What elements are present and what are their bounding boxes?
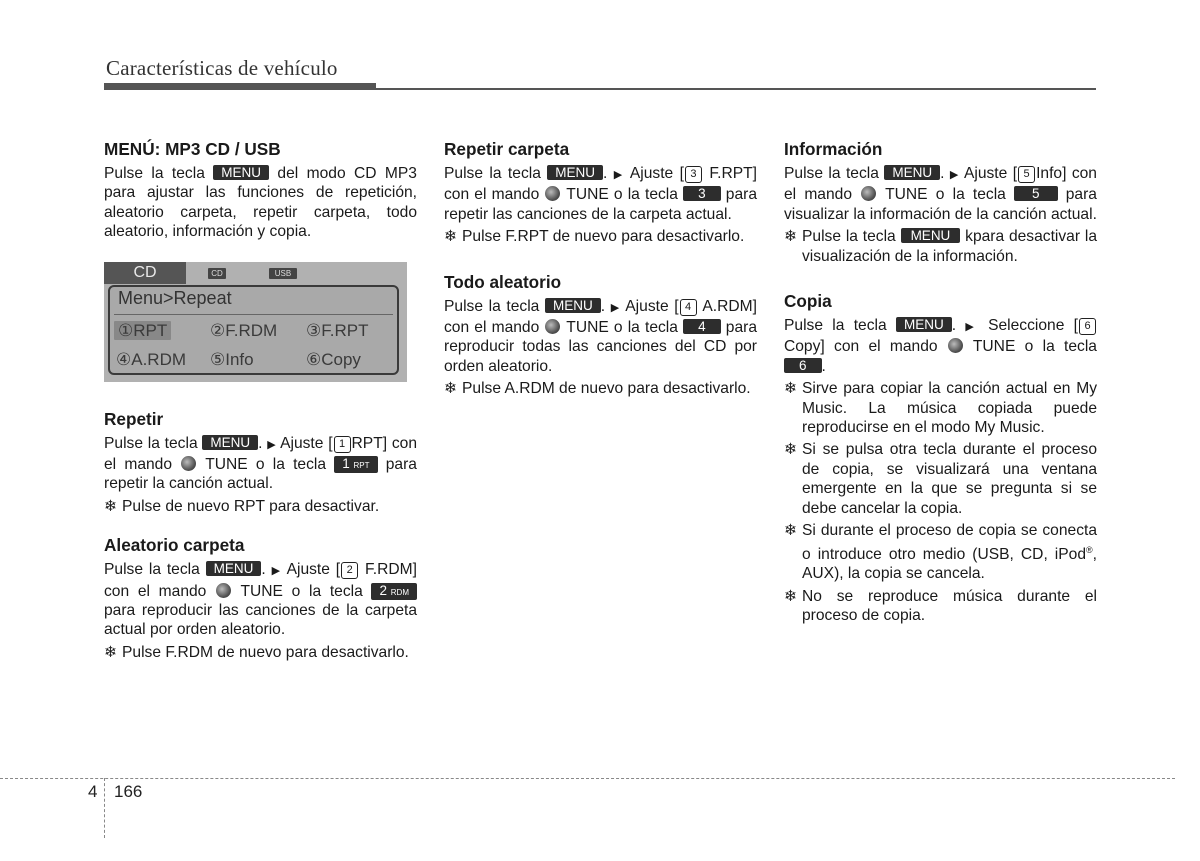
text: Info] [1036, 165, 1067, 182]
lcd-option-frpt: ③F.RPT [306, 320, 369, 340]
number-6-icon: 6 [1079, 318, 1096, 335]
lcd-menu-path: Menu>Repeat [118, 287, 232, 308]
text: con el mando [104, 434, 418, 474]
text: F.RDM] con el mando [104, 561, 417, 600]
tune-knob-icon [216, 583, 231, 598]
key-2-rdm: 2 RDM [371, 583, 417, 600]
menu-key: MENU [202, 435, 258, 450]
menu-key: MENU [901, 228, 961, 243]
note-text: Pulse de nuevo RPT para desactivar. [122, 497, 380, 515]
text: A.RDM] con el mando [444, 297, 757, 337]
note-mark-icon: ❄ [784, 441, 798, 459]
note-mark-icon: ❄ [784, 380, 798, 398]
arrow-icon: ▶ [271, 565, 282, 578]
note [784, 379, 1097, 437]
tune-knob-icon [861, 186, 876, 201]
menu-key: MENU [884, 165, 940, 180]
note [784, 521, 1097, 583]
section-heading: MENÚ: MP3 CD / USB [104, 139, 281, 159]
lcd-option-info: ⑤Info [210, 349, 254, 369]
lcd-badge-cd: CD [208, 268, 226, 279]
section-informacion [784, 138, 1097, 266]
section-repetir [104, 408, 417, 517]
note-mark-icon: ❄ [784, 228, 798, 246]
text: Ajuste [ [286, 561, 341, 579]
text: Pulse la tecla [104, 434, 198, 452]
note [444, 227, 757, 246]
section-repetir-carpeta [444, 138, 757, 247]
note-mark-icon: ❄ [104, 643, 118, 661]
paragraph [444, 297, 757, 377]
text: Seleccione [ [988, 317, 1078, 335]
column-3 [784, 138, 1097, 643]
text: . [940, 165, 945, 182]
text: Ajuste [ [963, 165, 1018, 182]
text: Ajuste [ [629, 165, 684, 182]
lcd-option-copy: ⑥Copy [306, 349, 361, 369]
text: F.RPT] con el mando [444, 165, 757, 204]
note-mark-icon: ❄ [444, 380, 458, 398]
note-mark-icon: ❄ [104, 497, 118, 515]
note-text: Pulse A.RDM de nuevo para desactivarlo. [462, 380, 751, 398]
note-mark-icon: ❄ [784, 522, 798, 540]
text: todas las canciones del CD por orden aleatorio. [444, 338, 757, 375]
key-1-rpt: 1 RPT [334, 456, 377, 473]
page-number: 166 [114, 782, 143, 801]
text: para reproducir [104, 602, 213, 620]
lcd-divider [114, 314, 393, 315]
arrow-icon: ▶ [949, 169, 960, 181]
text: . [258, 434, 263, 452]
arrow-icon: ▶ [267, 438, 277, 451]
note-text: No se reproduce música durante el proceso de copia. [802, 587, 1097, 624]
text: TUNE o la tecla [240, 582, 363, 600]
note [104, 643, 417, 662]
note-text: Pulse F.RDM de nuevo para desactivarlo. [122, 643, 409, 661]
key-6: 6 [784, 358, 822, 373]
text: Pulse la tecla [104, 561, 200, 579]
menu-key: MENU [213, 165, 269, 180]
header-rule [104, 88, 1096, 90]
menu-key: MENU [206, 561, 262, 576]
text: . [600, 297, 606, 315]
text: TUNE o la tecla [972, 338, 1097, 356]
number-1-icon: 1 [334, 436, 351, 453]
menu-key: MENU [896, 317, 952, 332]
key-5: 5 [1014, 186, 1058, 201]
text: con el mando [784, 165, 1097, 204]
column-1 [104, 138, 417, 680]
key-4: 4 [683, 319, 721, 334]
footer-dashed-divider [104, 778, 105, 838]
note [784, 587, 1097, 626]
column-2 [444, 138, 757, 417]
section-heading: Copia [784, 291, 832, 312]
note [784, 227, 1097, 266]
text: Copy] con el mando [784, 338, 938, 356]
note-mark-icon: ❄ [784, 587, 798, 605]
tune-knob-icon [948, 338, 963, 353]
menu-key: MENU [545, 298, 601, 313]
text: las canciones de la carpeta actual por orden aleatorio. [104, 602, 417, 639]
note-text: Pulse la tecla MENU kpara desactivar la visualización de la información. [802, 228, 1097, 265]
arrow-icon: ▶ [610, 301, 621, 314]
note-mark-icon: ❄ [444, 228, 458, 246]
arrow-icon: ▶ [965, 321, 979, 334]
tune-knob-icon [545, 319, 560, 334]
lcd-option-rpt: ①RPT [114, 321, 171, 340]
tune-knob-icon [181, 456, 196, 471]
text: para repetir la canción actual. [104, 456, 417, 493]
section-heading: Información [784, 139, 883, 159]
text: . [821, 357, 826, 375]
note [784, 440, 1097, 518]
lcd-screen [108, 285, 399, 375]
lcd-tab-cd: CD [104, 262, 186, 284]
lcd-display-illustration [104, 262, 407, 382]
text: . [603, 165, 608, 182]
text: canciones de la carpeta actual. [516, 205, 732, 223]
text: Pulse la tecla [444, 297, 540, 315]
lcd-badge-usb: USB [269, 268, 297, 279]
section-todo-aleatorio [444, 271, 757, 399]
number-5-icon: 5 [1018, 166, 1035, 183]
section-copia [784, 290, 1097, 625]
paragraph [784, 316, 1097, 376]
paragraph [104, 164, 417, 242]
text: . [951, 317, 957, 335]
paragraph [784, 164, 1097, 224]
note [104, 497, 417, 516]
page-header-title: Características de vehículo [106, 56, 338, 80]
section-aleatorio-carpeta [104, 534, 417, 662]
section-menu-mp3 [104, 138, 417, 242]
text: del modo CD MP3 para ajustar las funciones de repetición, aleatorio carpeta, repetir carpeta, todo aleatorio, información y copia. [104, 165, 417, 241]
section-heading: Repetir carpeta [444, 139, 570, 159]
text: Pulse la tecla [784, 165, 879, 182]
lcd-option-frdm: ②F.RDM [210, 320, 278, 340]
text: . [261, 561, 266, 579]
note-text: Si se pulsa otra tecla durante el proceso de copia, se visualizará una ventana emergente en la que se pregunta si se debe cancelar la copia. [802, 441, 1097, 517]
text: para reproducir [444, 319, 757, 356]
chapter-number: 4 [88, 782, 98, 801]
text: RPT] [351, 434, 388, 452]
text: TUNE o la tecla [566, 186, 678, 204]
text: Pulse la tecla [784, 317, 887, 335]
section-heading: Todo aleatorio [444, 271, 562, 292]
note [444, 379, 757, 398]
lcd-option-ardm: ④A.RDM [116, 349, 187, 369]
text: para repetir las [444, 186, 757, 223]
note-text: Si durante el proceso de copia se conecta o introduce otro medio (USB, CD, iPod®, AUX), la copia se cancela. [802, 522, 1097, 583]
text: TUNE o la tecla [566, 319, 678, 337]
text: Pulse la tecla [104, 165, 205, 182]
note-text: Pulse F.RPT de nuevo para desactivarlo. [462, 228, 745, 246]
paragraph [104, 560, 417, 640]
paragraph [444, 164, 757, 224]
key-3: 3 [683, 186, 721, 201]
text: para visualizar la información de la canción actual. [784, 186, 1097, 223]
text: Ajuste [ [625, 297, 679, 315]
section-heading: Repetir [104, 408, 164, 429]
footer-dashed-rule [0, 778, 1175, 779]
menu-key: MENU [547, 165, 603, 180]
number-2-icon: 2 [341, 562, 358, 579]
text: Ajuste [ [280, 434, 333, 452]
paragraph [104, 434, 417, 494]
section-heading: Aleatorio carpeta [104, 535, 245, 556]
number-4-icon: 4 [680, 299, 697, 316]
number-3-icon: 3 [685, 166, 702, 183]
text: TUNE o la tecla [205, 456, 327, 474]
text: TUNE o la tecla [885, 186, 1006, 204]
note-text: Sirve para copiar la canción actual en My Music. La música copiada puede reproducirse en el modo My Music. [802, 380, 1097, 437]
arrow-icon: ▶ [613, 169, 625, 181]
text: Pulse la tecla [444, 165, 541, 182]
tune-knob-icon [545, 186, 560, 201]
